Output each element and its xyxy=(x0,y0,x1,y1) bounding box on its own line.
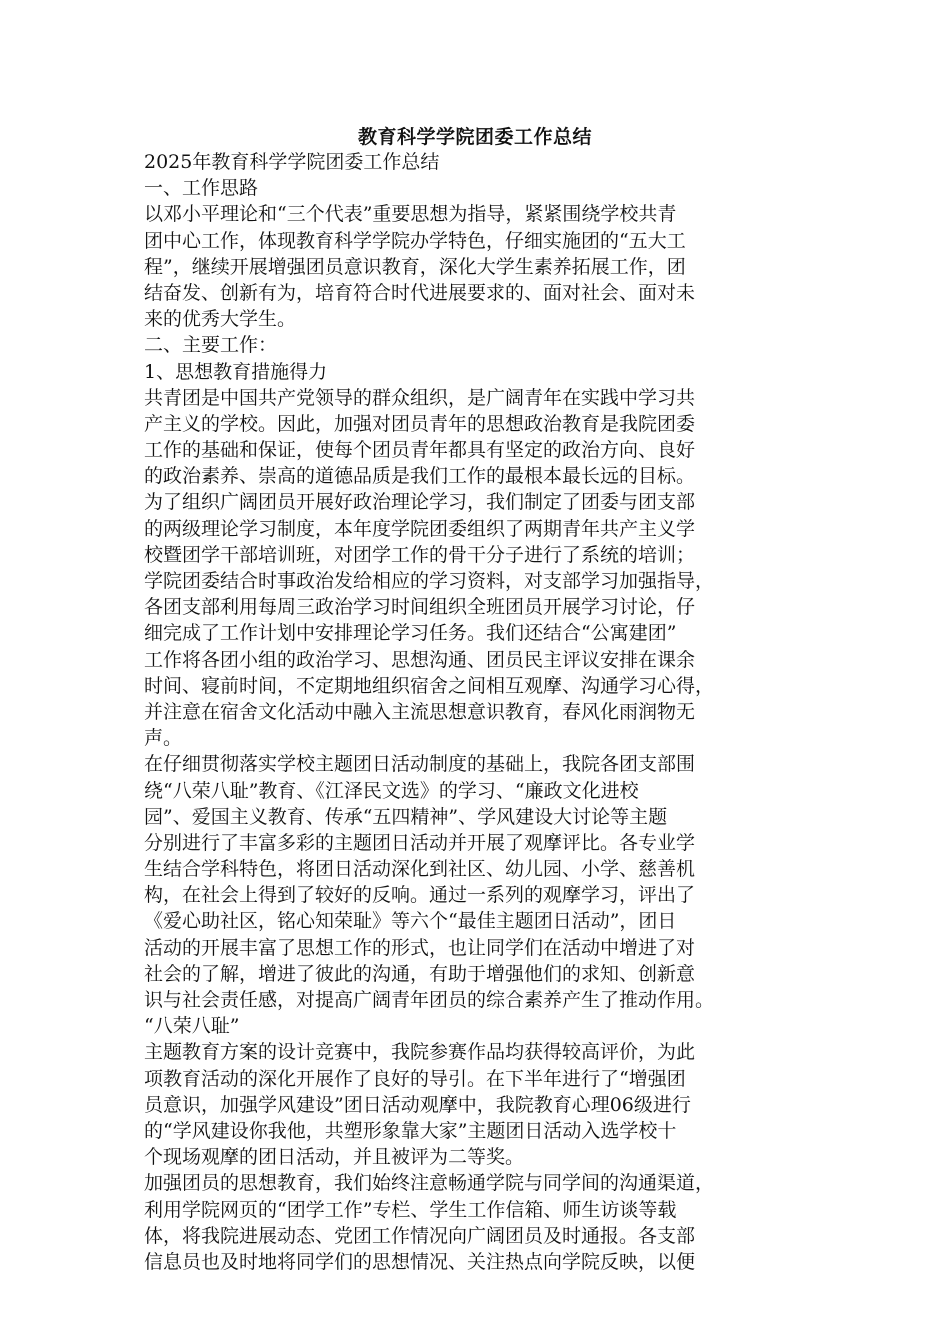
body-line: 时间、寝前时间，不定期地组织宿舍之间相互观摩、沟通学习心得， xyxy=(144,674,715,697)
body-line: 个现场观摩的团日活动，并且被评为二等奖。 xyxy=(144,1146,525,1169)
body-line: 主题教育方案的设计竞赛中，我院参赛作品均获得较高评价，为此 xyxy=(144,1041,696,1064)
body-line: 体，将我院进展动态、党团工作情况向广阔团员及时通报。各支部 xyxy=(144,1224,696,1247)
body-line: 园”、爱国主义教育、传承“五四精神”、学风建设大讨论等主题 xyxy=(144,805,668,828)
body-line: 在仔细贯彻落实学校主题团日活动制度的基础上，我院各团支部围 xyxy=(144,753,696,776)
body-line: 各团支部利用每周三政治学习时间组织全班团员开展学习讨论，仔 xyxy=(144,596,696,619)
body-line: 加强团员的思想教育，我们始终注意畅通学院与同学间的沟通渠道， xyxy=(144,1172,715,1195)
body-line: 识与社会责任感，对提高广阔青年团员的综合素养产生了推动作用。 xyxy=(144,989,715,1011)
body-line: 生结合学科特色，将团日活动深化到社区、幼儿园、小学、慈善机 xyxy=(144,858,696,881)
body-line: 团中心工作，体现教育科学学院办学特色，仔细实施团的“五大工 xyxy=(144,229,686,252)
body-line: 并注意在宿舍文化活动中融入主流思想意识教育，春风化雨润物无 xyxy=(144,700,696,723)
body-line: 共青团是中国共产党领导的群众组织，是广阔青年在实践中学习共 xyxy=(144,386,696,409)
body-line: 一、工作思路 xyxy=(144,177,259,200)
body-line: 项教育活动的深化开展作了良好的导引。在下半年进行了“增强团 xyxy=(144,1067,686,1090)
body-line: 结奋发、创新有为，培育符合时代进展要求的、面对社会、面对未 xyxy=(144,281,696,304)
body-line: 社会的了解，增进了彼此的沟通，有助于增强他们的求知、创新意 xyxy=(144,962,696,985)
body-line: 产主义的学校。因此，加强对团员青年的思想政治教育是我院团委 xyxy=(144,412,696,435)
body-line: 构，在社会上得到了较好的反响。通过一系列的观摩学习，评出了 xyxy=(144,884,696,907)
body-line: 2025年教育科学学院团委工作总结 xyxy=(144,151,440,173)
body-line: 的政治素养、崇高的道德品质是我们工作的最根本最长远的目标。 xyxy=(144,465,696,488)
body-line: 工作的基础和保证，使每个团员青年都具有坚定的政治方向、良好 xyxy=(144,439,696,462)
body-line: 声。 xyxy=(144,727,183,750)
body-line: 《爱心助社区，铭心知荣耻》等六个“最佳主题团日活动”，团日 xyxy=(144,910,677,933)
body-line: 学院团委结合时事政治发给相应的学习资料，对支部学习加强指导， xyxy=(144,570,715,592)
body-line: 的“学风建设你我他，共塑形象靠大家”主题团日活动入选学校十 xyxy=(144,1119,677,1142)
body-line: 的两级理论学习制度，本年度学院团委组织了两期青年共产主义学 xyxy=(144,517,696,540)
body-line: 活动的开展丰富了思想工作的形式，也让同学们在活动中增进了对 xyxy=(144,936,696,959)
body-line: 1、思想教育措施得力 xyxy=(144,360,328,383)
body-line: 信息员也及时地将同学们的思想情况、关注热点向学院反映，以便 xyxy=(144,1250,696,1273)
document-title: 教育科学学院团委工作总结 xyxy=(357,126,592,148)
body-line: 二、主要工作： xyxy=(144,334,278,357)
body-line: “八荣八耻” xyxy=(144,1015,240,1038)
body-line: 员意识，加强学风建设”团日活动观摩中，我院教育心理06级进行 xyxy=(144,1093,691,1116)
body-line: 工作将各团小组的政治学习、思想沟通、团员民主评议安排在课余 xyxy=(144,648,696,671)
body-line: 分别进行了丰富多彩的主题团日活动并开展了观摩评比。各专业学 xyxy=(144,831,696,854)
body-line: 程”，继续开展增强团员意识教育，深化大学生素养拓展工作，团 xyxy=(144,255,686,278)
document-body xyxy=(144,149,812,1275)
body-line: 以邓小平理论和“三个代表”重要思想为指导，紧紧围绕学校共青 xyxy=(144,203,677,226)
body-line: 绕“八荣八耻”教育、《江泽民文选》的学习、“廉政文化进校 xyxy=(144,779,639,802)
body-line: 利用学院网页的“团学工作”专栏、学生工作信箱、师生访谈等载 xyxy=(144,1198,677,1221)
body-line: 为了组织广阔团员开展好政治理论学习，我们制定了团委与团支部 xyxy=(144,491,696,514)
body-line: 来的优秀大学生。 xyxy=(144,308,297,331)
body-line: 校暨团学干部培训班，对团学工作的骨干分子进行了系统的培训； xyxy=(144,543,696,566)
body-line: 细完成了工作计划中安排理论学习任务。我们还结合“公寓建团” xyxy=(144,622,677,645)
